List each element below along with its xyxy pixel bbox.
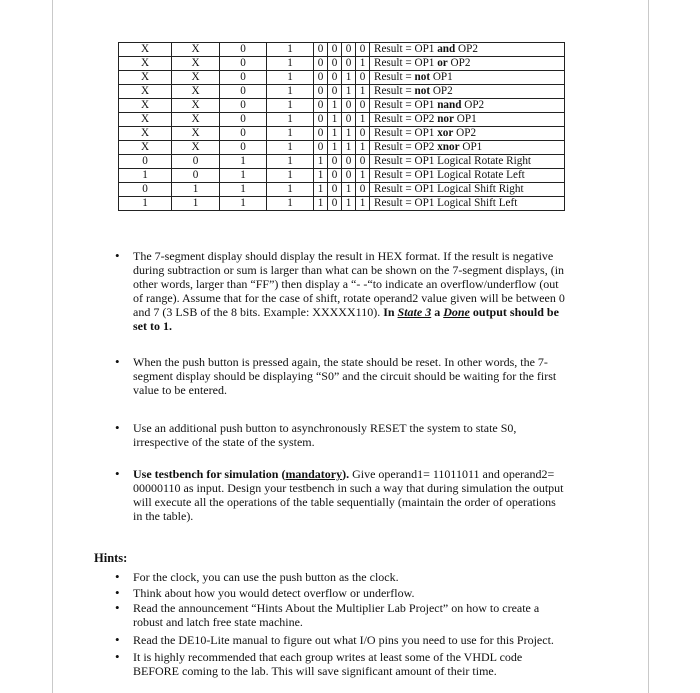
result-cell: Result = OP1 Logical Shift Left	[370, 197, 565, 211]
text-line: value to be entered.	[133, 383, 227, 397]
table-cell: 1	[220, 197, 267, 211]
table-cell: 1	[342, 71, 356, 85]
page-border-right	[648, 0, 649, 693]
table-cell: 0	[220, 43, 267, 57]
table-cell: X	[119, 141, 172, 155]
table-cell: X	[119, 43, 172, 57]
text-line: The 7-segment display should display the result in HEX format. If the result is negative	[133, 249, 554, 263]
text-line: Use an additional push button to asynchronously RESET the system to state S0,	[133, 421, 517, 435]
table-cell: 1	[314, 183, 328, 197]
operations-table-body	[119, 43, 565, 211]
table-cell: 0	[220, 57, 267, 71]
text-line: and 7 (3 LSB of the 8 bits. Example: XXXXX110). In State 3 a Done output should be	[133, 305, 559, 319]
table-cell: 0	[328, 155, 342, 169]
text-line: 00000110 as input. Design your testbench in such a way that during simulation the output	[133, 481, 564, 495]
page-border-left	[52, 0, 53, 693]
text-line: When the push button is pressed again, the state should be reset. In other words, the 7-	[133, 355, 548, 369]
result-cell: Result = OP1 and OP2	[370, 43, 565, 57]
table-cell: 0	[328, 169, 342, 183]
table-cell: 1	[267, 71, 314, 85]
table-cell: 0	[220, 141, 267, 155]
table-row	[119, 169, 565, 183]
table-cell: 1	[267, 183, 314, 197]
table-cell: 1	[328, 127, 342, 141]
bullet-text	[133, 421, 516, 449]
result-cell: Result = OP1 Logical Rotate Right	[370, 155, 565, 169]
table-cell: 1	[328, 99, 342, 113]
table-row	[119, 197, 565, 211]
table-cell: 1	[267, 85, 314, 99]
table-cell: 1	[342, 183, 356, 197]
table-cell: 1	[356, 113, 370, 127]
table-cell: 0	[342, 169, 356, 183]
table-cell: 0	[220, 99, 267, 113]
table-cell: 1	[172, 197, 220, 211]
table-cell: 0	[342, 155, 356, 169]
table-cell: 0	[328, 85, 342, 99]
text-line: will execute all the operations of the table sequentially (maintain the order of operations	[133, 495, 556, 509]
text-line: It is highly recommended that each group writes at least some of the VHDL code	[133, 650, 523, 664]
table-cell: 0	[314, 85, 328, 99]
table-cell: 0	[342, 43, 356, 57]
text-line: segment display should be displaying “S0” and the circuit should be waiting for the first	[133, 369, 557, 383]
table-cell: 1	[314, 169, 328, 183]
table-row	[119, 155, 565, 169]
bullet-dot: •	[115, 600, 120, 615]
table-cell: 0	[119, 155, 172, 169]
table-cell: 0	[314, 99, 328, 113]
bullet-text	[133, 249, 565, 333]
table-cell: 0	[356, 183, 370, 197]
table-row	[119, 141, 565, 155]
table-cell: 1	[267, 155, 314, 169]
hints-heading: Hints:	[94, 551, 128, 565]
bullet-dot: •	[115, 569, 120, 584]
bullet-dot: •	[115, 420, 120, 435]
table-cell: 1	[267, 57, 314, 71]
result-cell: Result = OP1 nand OP2	[370, 99, 565, 113]
table-cell: X	[119, 99, 172, 113]
result-cell: Result = OP1 Logical Rotate Left	[370, 169, 565, 183]
table-cell: 0	[342, 113, 356, 127]
table-cell: 1	[267, 113, 314, 127]
hint-text	[133, 650, 522, 678]
table-cell: X	[172, 85, 220, 99]
table-cell: 0	[328, 71, 342, 85]
table-cell: 0	[220, 127, 267, 141]
table-cell: 1	[220, 155, 267, 169]
table-cell: 1	[267, 127, 314, 141]
table-cell: 1	[342, 141, 356, 155]
table-cell: 0	[314, 57, 328, 71]
table-cell: 1	[342, 85, 356, 99]
bullet-dot: •	[115, 632, 120, 647]
bullet-dot: •	[115, 354, 120, 369]
result-cell: Result = OP1 xor OP2	[370, 127, 565, 141]
bullet-text	[133, 467, 564, 523]
table-cell: X	[119, 71, 172, 85]
table-cell: 0	[356, 71, 370, 85]
text-line: BEFORE coming to the lab. This will save significant amount of their time.	[133, 664, 497, 678]
text-line: during subtraction or sum is larger than what can be shown on the 7-segment displays, (in	[133, 263, 565, 277]
table-cell: 0	[328, 57, 342, 71]
operations-table	[118, 42, 565, 211]
table-cell: X	[119, 85, 172, 99]
table-cell: 1	[356, 141, 370, 155]
table-cell: 1	[314, 197, 328, 211]
table-cell: X	[172, 127, 220, 141]
table-cell: X	[172, 99, 220, 113]
result-cell: Result = OP2 nor OP1	[370, 113, 565, 127]
table-cell: 0	[220, 85, 267, 99]
result-cell: Result = not OP1	[370, 71, 565, 85]
table-cell: 1	[356, 197, 370, 211]
result-cell: Result = OP1 Logical Shift Right	[370, 183, 565, 197]
table-row	[119, 99, 565, 113]
table-row	[119, 183, 565, 197]
hint-text: For the clock, you can use the push button as the clock.	[133, 570, 399, 584]
table-cell: 1	[119, 169, 172, 183]
table-cell: X	[119, 127, 172, 141]
bullet-dot: •	[115, 649, 120, 664]
table-cell: X	[172, 71, 220, 85]
table-cell: 1	[220, 169, 267, 183]
bullet-dot: •	[115, 248, 120, 263]
table-cell: 0	[328, 183, 342, 197]
table-cell: 0	[314, 127, 328, 141]
table-cell: X	[172, 141, 220, 155]
bullet-dot: •	[115, 466, 120, 481]
text-line: irrespective of the state of the system.	[133, 435, 315, 449]
table-row	[119, 127, 565, 141]
table-cell: 0	[314, 71, 328, 85]
bullet-text	[133, 355, 556, 397]
table-cell: 1	[328, 141, 342, 155]
table-cell: 1	[267, 43, 314, 57]
hint-text: Think about how you would detect overflow or underflow.	[133, 586, 415, 600]
result-cell: Result = OP1 or OP2	[370, 57, 565, 71]
table-cell: 0	[119, 183, 172, 197]
table-row	[119, 85, 565, 99]
table-cell: X	[172, 57, 220, 71]
table-cell: 1	[267, 197, 314, 211]
table-cell: 1	[356, 85, 370, 99]
text-line: of range). Assume that for the case of shift, rotate operand2 value given will be between 0	[133, 291, 565, 305]
table-cell: 0	[172, 155, 220, 169]
hint-text	[133, 601, 539, 629]
table-cell: 1	[172, 183, 220, 197]
table-cell: 0	[356, 127, 370, 141]
table-cell: 0	[356, 99, 370, 113]
table-cell: X	[172, 113, 220, 127]
table-cell: 0	[172, 169, 220, 183]
table-cell: 0	[220, 71, 267, 85]
table-cell: 0	[356, 155, 370, 169]
table-cell: 1	[328, 113, 342, 127]
table-cell: 1	[342, 127, 356, 141]
table-cell: 0	[342, 99, 356, 113]
table-cell: 1	[342, 197, 356, 211]
bullet-dot: •	[115, 585, 120, 600]
hint-text: Read the DE10-Lite manual to figure out what I/O pins you need to use for this Project.	[133, 633, 554, 647]
result-cell: Result = OP2 xnor OP1	[370, 141, 565, 155]
table-row	[119, 43, 565, 57]
table-cell: X	[172, 43, 220, 57]
table-cell: 0	[342, 57, 356, 71]
table-cell: 1	[267, 169, 314, 183]
table-cell: 0	[314, 141, 328, 155]
table-cell: 1	[119, 197, 172, 211]
table-cell: 0	[356, 43, 370, 57]
table-row	[119, 57, 565, 71]
table-cell: X	[119, 57, 172, 71]
table-cell: 0	[314, 113, 328, 127]
text-line: set to 1.	[133, 319, 172, 333]
table-row	[119, 113, 565, 127]
table-cell: 0	[220, 113, 267, 127]
text-line: robust and latch free state machine.	[133, 615, 303, 629]
table-cell: 0	[328, 43, 342, 57]
text-line: Use testbench for simulation (mandatory). Give operand1= 11011011 and operand2=	[133, 467, 555, 481]
table-cell: 1	[267, 99, 314, 113]
text-line: in the table).	[133, 509, 194, 523]
table-row	[119, 71, 565, 85]
text-line: Read the announcement “Hints About the Multiplier Lab Project” on how to create a	[133, 601, 540, 615]
table-cell: 1	[356, 169, 370, 183]
result-cell: Result = not OP2	[370, 85, 565, 99]
table-cell: 1	[314, 155, 328, 169]
table-cell: 1	[220, 183, 267, 197]
table-cell: 1	[356, 57, 370, 71]
table-cell: X	[119, 113, 172, 127]
table-cell: 1	[267, 141, 314, 155]
text-line: other words, larger than “FF”) then display a “- -“to indicate an overflow/underflow (out	[133, 277, 559, 291]
table-cell: 0	[328, 197, 342, 211]
table-cell: 0	[314, 43, 328, 57]
